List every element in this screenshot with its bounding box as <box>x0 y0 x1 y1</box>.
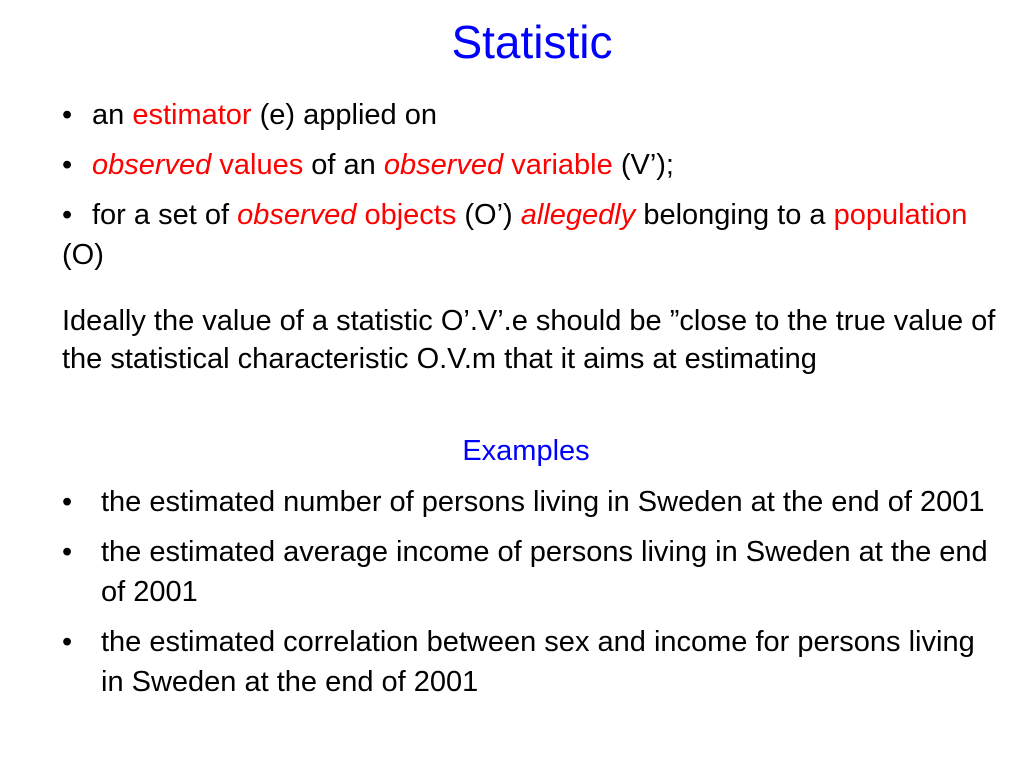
term-estimator: estimator <box>132 99 252 131</box>
term-allegedly: allegedly <box>520 199 636 231</box>
definition-item-observed-values <box>62 145 992 185</box>
definition-item-observed-objects <box>62 195 992 275</box>
examples-list <box>62 482 997 712</box>
text-segment: (O) <box>62 239 104 271</box>
bullet-glyph: • <box>62 149 73 181</box>
example-item <box>62 622 997 702</box>
bullet-glyph: • <box>62 536 73 568</box>
definition-list <box>62 95 992 285</box>
bullet-glyph: • <box>62 626 73 658</box>
term-objects: objects <box>356 199 457 231</box>
text-segment: (V’); <box>612 149 674 181</box>
example-text: the estimated correlation between sex and income for persons living in Sweden at the end of 2001 <box>101 626 975 698</box>
text-segment: for a set of <box>92 199 238 231</box>
text-segment: (O’) <box>456 199 521 231</box>
examples-heading: Examples <box>462 435 590 467</box>
term-observed: observed <box>92 149 212 181</box>
example-text: the estimated average income of persons living in Sweden at the end of 2001 <box>101 536 988 608</box>
slide-title: Statistic <box>451 16 613 68</box>
bullet-glyph: • <box>62 486 73 518</box>
example-item <box>62 482 997 522</box>
ideal-paragraph: Ideally the value of a statistic O’.V’.e should be ”close to the true value of the statistical characteristic O.V.m that it aims at estimating <box>62 305 996 375</box>
term-values: values <box>211 149 304 181</box>
bullet-glyph: • <box>62 199 73 231</box>
term-population: population <box>833 199 968 231</box>
bullet-glyph: • <box>62 99 73 131</box>
term-observed: observed <box>383 149 504 181</box>
definition-item-estimator <box>62 95 992 135</box>
term-observed: observed <box>237 199 357 231</box>
example-item <box>62 532 997 612</box>
term-variable: variable <box>503 149 613 181</box>
text-segment: an <box>92 99 133 131</box>
text-segment: (e) applied on <box>251 99 437 131</box>
text-segment: belonging to a <box>635 199 834 231</box>
text-segment: of an <box>303 149 384 181</box>
example-text: the estimated number of persons living in Sweden at the end of 2001 <box>101 486 985 518</box>
